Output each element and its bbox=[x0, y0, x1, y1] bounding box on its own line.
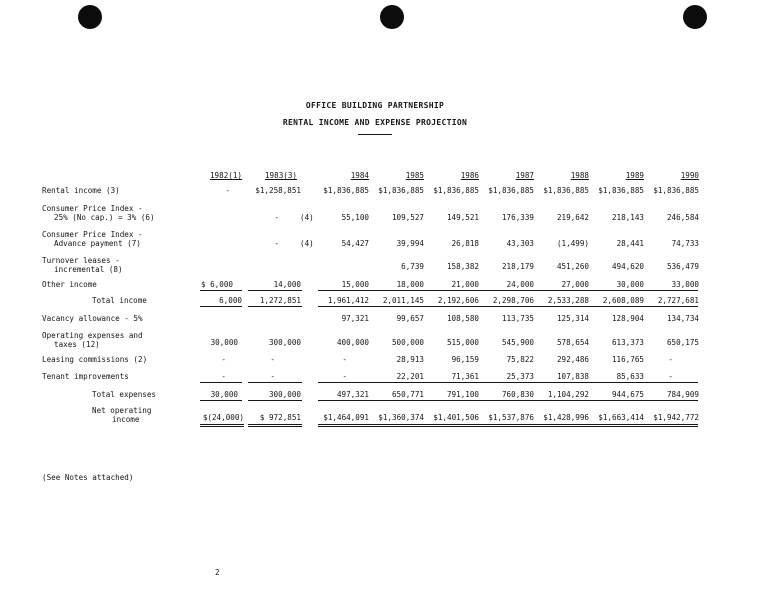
table-cell: 55,100 bbox=[341, 213, 369, 222]
table-cell: 75,822 bbox=[506, 355, 534, 364]
table-cell: $1,836,885 bbox=[598, 186, 644, 195]
table-cell: 96,159 bbox=[451, 355, 479, 364]
table-cell: 30,000 bbox=[210, 390, 238, 399]
table-cell: $1,464,091 bbox=[323, 413, 369, 422]
table-cell: 99,657 bbox=[396, 314, 424, 323]
row-label-cont: 25% (No cap.) = 3% (6) bbox=[54, 213, 155, 222]
table-cell: 109,527 bbox=[391, 213, 424, 222]
table-cell: $ 6,000 bbox=[201, 280, 234, 289]
sum-rule bbox=[200, 290, 242, 291]
table-cell: 2,727,681 bbox=[657, 296, 699, 305]
sum-rule bbox=[248, 382, 302, 383]
total-double-rule bbox=[248, 424, 302, 425]
binder-hole bbox=[683, 5, 707, 29]
table-cell: 33,000 bbox=[671, 280, 699, 289]
table-cell: 1,104,292 bbox=[547, 390, 589, 399]
document-subtitle: RENTAL INCOME AND EXPENSE PROJECTION bbox=[282, 118, 468, 127]
table-cell: $1,360,374 bbox=[378, 413, 424, 422]
table-cell: 545,900 bbox=[501, 338, 534, 347]
table-cell: 85,633 bbox=[616, 372, 644, 381]
table-cell: 21,000 bbox=[451, 280, 479, 289]
table-cell: 26,818 bbox=[451, 239, 479, 248]
table-cell: 134,734 bbox=[666, 314, 699, 323]
column-header: 1990 bbox=[680, 171, 699, 180]
table-cell: 494,620 bbox=[611, 262, 644, 271]
row-label: Rental income (3) bbox=[42, 186, 120, 195]
table-cell: $1,836,885 bbox=[323, 186, 369, 195]
table-cell: 791,100 bbox=[446, 390, 479, 399]
table-cell: 2,011,145 bbox=[382, 296, 424, 305]
table-cell: 28,441 bbox=[616, 239, 644, 248]
table-cell: 536,479 bbox=[666, 262, 699, 271]
total-double-rule bbox=[200, 426, 244, 427]
table-cell: 2,533,288 bbox=[547, 296, 589, 305]
table-cell: 27,000 bbox=[561, 280, 589, 289]
row-label-cont: incremental (8) bbox=[54, 265, 123, 274]
total-double-rule bbox=[200, 424, 244, 425]
table-cell: $1,836,885 bbox=[433, 186, 479, 195]
table-cell: 400,000 bbox=[336, 338, 369, 347]
table-cell: 108,580 bbox=[446, 314, 479, 323]
table-cell: $1,836,885 bbox=[543, 186, 589, 195]
table-cell: 2,298,706 bbox=[492, 296, 534, 305]
table-cell: $1,663,414 bbox=[598, 413, 644, 422]
notes-reference: (See Notes attached) bbox=[42, 473, 134, 482]
binder-hole bbox=[78, 5, 102, 29]
table-cell: 15,000 bbox=[341, 280, 369, 289]
table-cell: 451,260 bbox=[556, 262, 589, 271]
note-ref: (4) bbox=[300, 239, 314, 248]
column-header: 1987 bbox=[515, 171, 534, 180]
binder-hole bbox=[380, 5, 404, 29]
table-cell: 22,201 bbox=[396, 372, 424, 381]
column-header: 1983(3) bbox=[264, 171, 297, 180]
table-cell: 30,000 bbox=[616, 280, 644, 289]
column-header: 1982(1) bbox=[209, 171, 242, 180]
table-cell: 97,321 bbox=[341, 314, 369, 323]
table-cell: $(24,000) bbox=[202, 413, 244, 422]
table-cell: 650,175 bbox=[666, 338, 699, 347]
table-cell: $1,836,885 bbox=[653, 186, 699, 195]
table-cell: (1,499) bbox=[556, 239, 589, 248]
table-cell: 650,771 bbox=[391, 390, 424, 399]
table-cell: 24,000 bbox=[506, 280, 534, 289]
table-cell: 116,765 bbox=[611, 355, 644, 364]
sum-rule bbox=[318, 400, 698, 401]
table-cell: $1,428,996 bbox=[543, 413, 589, 422]
table-cell: - bbox=[221, 355, 226, 364]
table-cell: 218,143 bbox=[611, 213, 644, 222]
table-cell: 246,584 bbox=[666, 213, 699, 222]
sum-rule bbox=[248, 400, 302, 401]
table-cell: - bbox=[221, 372, 226, 381]
table-cell: 515,000 bbox=[446, 338, 479, 347]
table-cell: - bbox=[668, 355, 673, 364]
row-label: Operating expenses and bbox=[42, 331, 143, 340]
table-cell: 497,321 bbox=[336, 390, 369, 399]
table-cell: 149,521 bbox=[446, 213, 479, 222]
total-double-rule bbox=[248, 426, 302, 427]
table-cell: 578,654 bbox=[556, 338, 589, 347]
table-cell: 128,904 bbox=[611, 314, 644, 323]
table-cell: 18,000 bbox=[396, 280, 424, 289]
table-cell: $1,942,772 bbox=[653, 413, 699, 422]
table-cell: $1,537,876 bbox=[488, 413, 534, 422]
table-cell: 28,913 bbox=[396, 355, 424, 364]
row-label: Total income bbox=[92, 296, 147, 305]
table-cell: 219,642 bbox=[556, 213, 589, 222]
title-rule bbox=[358, 134, 392, 135]
table-cell: - bbox=[274, 239, 279, 248]
table-cell: 74,733 bbox=[671, 239, 699, 248]
table-cell: 944,675 bbox=[611, 390, 644, 399]
sum-rule bbox=[200, 400, 242, 401]
row-label-cont: Advance payment (7) bbox=[54, 239, 141, 248]
table-cell: $ 972,851 bbox=[259, 413, 301, 422]
table-cell: 292,486 bbox=[556, 355, 589, 364]
row-label-cont: taxes (12) bbox=[54, 340, 100, 349]
table-cell: 39,994 bbox=[396, 239, 424, 248]
column-header: 1986 bbox=[460, 171, 479, 180]
row-label-cont: income bbox=[112, 415, 140, 424]
table-cell: 71,361 bbox=[451, 372, 479, 381]
row-label: Vacancy allowance - 5% bbox=[42, 314, 143, 323]
row-label: Net operating bbox=[92, 406, 152, 415]
table-cell: - bbox=[342, 372, 347, 381]
table-cell: - bbox=[342, 355, 347, 364]
table-cell: 113,735 bbox=[501, 314, 534, 323]
table-cell: 500,000 bbox=[391, 338, 424, 347]
table-cell: 30,000 bbox=[210, 338, 238, 347]
table-cell: - bbox=[270, 355, 275, 364]
sum-rule bbox=[318, 382, 698, 383]
row-label: Other income bbox=[42, 280, 97, 289]
table-cell: 158,382 bbox=[446, 262, 479, 271]
column-header: 1985 bbox=[405, 171, 424, 180]
row-label: Turnover leases - bbox=[42, 256, 120, 265]
row-label: Consumer Price Index - bbox=[42, 204, 143, 213]
table-cell: - bbox=[668, 372, 673, 381]
table-cell: 43,303 bbox=[506, 239, 534, 248]
table-cell: $1,258,851 bbox=[255, 186, 301, 195]
sum-rule bbox=[318, 290, 698, 291]
table-cell: 300,000 bbox=[268, 390, 301, 399]
column-header: 1984 bbox=[350, 171, 369, 180]
note-ref: (4) bbox=[300, 213, 314, 222]
table-cell: 14,000 bbox=[273, 280, 301, 289]
sum-rule bbox=[200, 306, 242, 307]
table-cell: 784,909 bbox=[666, 390, 699, 399]
table-cell: - bbox=[270, 372, 275, 381]
table-cell: - bbox=[274, 213, 279, 222]
table-cell: 6,000 bbox=[219, 296, 242, 305]
table-cell: 107,838 bbox=[556, 372, 589, 381]
row-label: Consumer Price Index - bbox=[42, 230, 143, 239]
table-cell: 6,739 bbox=[401, 262, 424, 271]
table-cell: - bbox=[225, 186, 230, 195]
table-cell: 1,272,851 bbox=[259, 296, 301, 305]
table-cell: 125,314 bbox=[556, 314, 589, 323]
row-label: Leasing commissions (2) bbox=[42, 355, 148, 364]
table-cell: 218,179 bbox=[501, 262, 534, 271]
table-cell: 176,339 bbox=[501, 213, 534, 222]
table-cell: $1,836,885 bbox=[488, 186, 534, 195]
table-cell: 760,830 bbox=[501, 390, 534, 399]
table-cell: 1,961,412 bbox=[327, 296, 369, 305]
document-title: OFFICE BUILDING PARTNERSHIP bbox=[305, 101, 445, 110]
table-cell: 54,427 bbox=[341, 239, 369, 248]
row-label: Tenant improvements bbox=[42, 372, 129, 381]
total-double-rule bbox=[318, 426, 698, 427]
sum-rule bbox=[248, 290, 302, 291]
table-cell: $1,401,506 bbox=[433, 413, 479, 422]
table-cell: 613,373 bbox=[611, 338, 644, 347]
column-header: 1989 bbox=[625, 171, 644, 180]
sum-rule bbox=[248, 306, 302, 307]
sum-rule bbox=[200, 382, 242, 383]
page-number: 2 bbox=[215, 568, 220, 577]
table-cell: 2,608,089 bbox=[602, 296, 644, 305]
table-cell: $1,836,885 bbox=[378, 186, 424, 195]
total-double-rule bbox=[318, 424, 698, 425]
table-cell: 300,000 bbox=[268, 338, 301, 347]
table-cell: 2,192,606 bbox=[437, 296, 479, 305]
sum-rule bbox=[318, 306, 698, 307]
table-cell: 25,373 bbox=[506, 372, 534, 381]
row-label: Total expenses bbox=[92, 390, 157, 399]
column-header: 1988 bbox=[570, 171, 589, 180]
